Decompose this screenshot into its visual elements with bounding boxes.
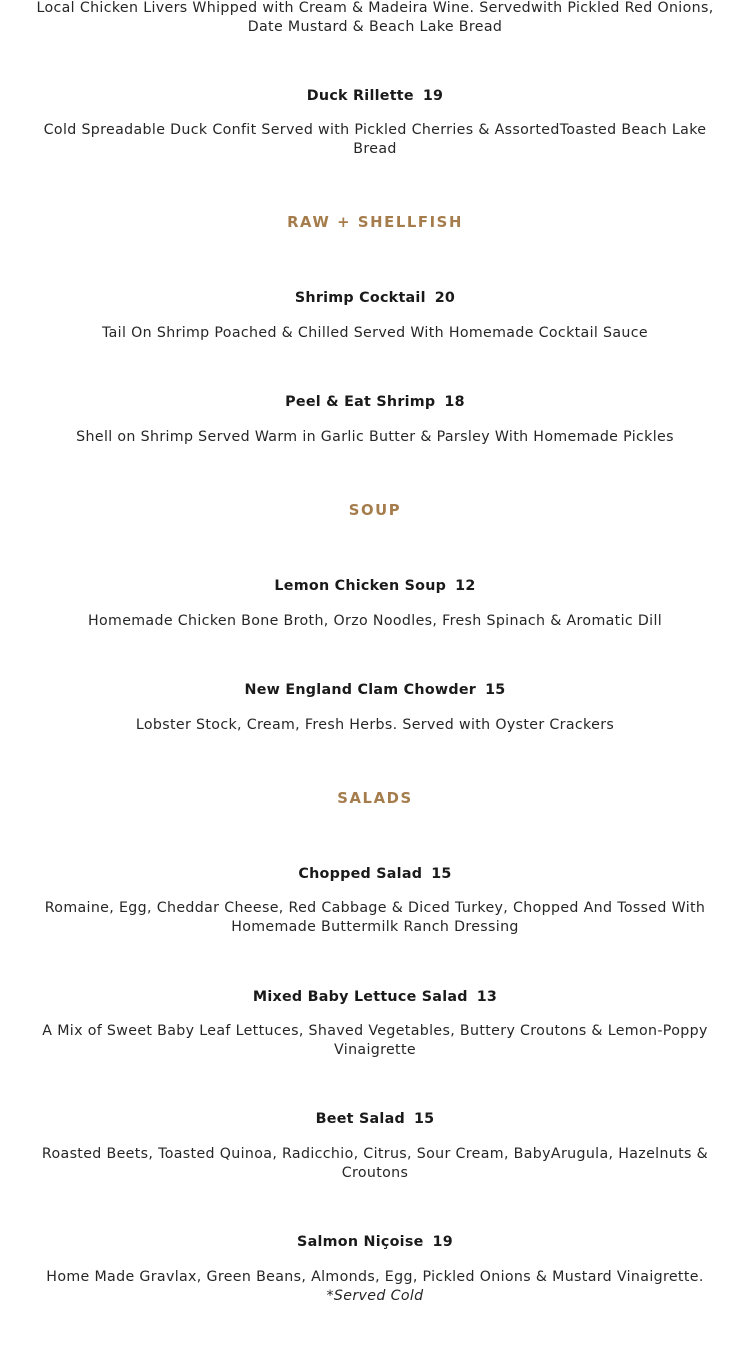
description-line: Romaine, Egg, Cheddar Cheese, Red Cabbage & Diced Turkey, Chopped And Tossed With	[44, 900, 706, 916]
salmon-nicoise-description	[0, 1268, 750, 1306]
menu-item-lemon-chicken-soup	[0, 577, 750, 596]
menu-item-mixed-baby-lettuce-salad	[0, 988, 750, 1007]
chopped-salad-description	[0, 899, 750, 937]
description-line: Date Mustard & Beach Lake Bread	[247, 19, 503, 35]
chicken-liver-description	[0, 0, 750, 37]
description-line: Vinaigrette	[334, 1042, 416, 1058]
item-price: 20	[434, 290, 456, 306]
description-line: Cold Spreadable Duck Confit Served with Pickled Cherries & AssortedToasted Beach Lake	[43, 122, 707, 138]
mixed-baby-lettuce-description	[0, 1022, 750, 1060]
beet-salad-description	[0, 1145, 750, 1183]
lemon-chicken-soup-description: Homemade Chicken Bone Broth, Orzo Noodles, Fresh Spinach & Aromatic Dill	[87, 613, 663, 629]
description-line: Local Chicken Livers Whipped with Cream & Madeira Wine. Servedwith Pickled Red Onions,	[36, 0, 714, 16]
peel-eat-shrimp-description: Shell on Shrimp Served Warm in Garlic Butter & Parsley With Homemade Pickles	[76, 429, 674, 445]
item-price: 15	[413, 1111, 435, 1127]
item-price: 15	[485, 682, 506, 698]
item-price: 19	[422, 88, 444, 104]
menu-item-salmon-nicoise	[0, 1233, 750, 1252]
item-price: 12	[455, 578, 476, 594]
duck-rillette-description	[0, 121, 750, 159]
item-name: Chopped Salad	[298, 866, 423, 882]
menu-item-peel-eat-shrimp	[0, 393, 750, 412]
item-name: Salmon Niçoise	[297, 1234, 424, 1250]
item-name: Lemon Chicken Soup	[274, 578, 447, 594]
item-price: 13	[476, 989, 498, 1005]
description-line: Roasted Beets, Toasted Quinoa, Radicchio, Citrus, Sour Cream, BabyArugula, Hazelnuts &	[41, 1146, 709, 1162]
section-heading-salads: SALADS	[337, 790, 413, 807]
shrimp-cocktail-description: Tail On Shrimp Poached & Chilled Served With Homemade Cocktail Sauce	[101, 325, 649, 341]
description-line: Bread	[353, 141, 397, 157]
served-cold-note: *Served Cold	[326, 1288, 424, 1304]
item-name: Beet Salad	[315, 1111, 405, 1127]
menu-item-clam-chowder	[0, 681, 750, 700]
menu-item-beet-salad	[0, 1110, 750, 1129]
item-name: Mixed Baby Lettuce Salad	[252, 989, 468, 1005]
item-name: Shrimp Cocktail	[294, 290, 426, 306]
menu-item-duck-rillette	[0, 87, 750, 106]
item-name: Peel & Eat Shrimp	[285, 394, 436, 410]
description-line: Croutons	[341, 1165, 409, 1181]
section-heading-soup: SOUP	[348, 502, 402, 519]
menu-item-chopped-salad	[0, 865, 750, 884]
item-price: 18	[444, 394, 465, 410]
section-heading-raw-shellfish: RAW + SHELLFISH	[287, 214, 463, 231]
item-name: Duck Rillette	[306, 88, 414, 104]
item-price: 15	[431, 866, 452, 882]
description-line: A Mix of Sweet Baby Leaf Lettuces, Shaved Vegetables, Buttery Croutons & Lemon-Poppy	[42, 1023, 708, 1039]
description-line: Homemade Buttermilk Ranch Dressing	[231, 919, 519, 935]
description-line: Home Made Gravlax, Green Beans, Almonds, Egg, Pickled Onions & Mustard Vinaigrette.	[46, 1269, 704, 1285]
menu-item-shrimp-cocktail	[0, 289, 750, 308]
item-price: 19	[432, 1234, 453, 1250]
item-name: New England Clam Chowder	[244, 682, 477, 698]
clam-chowder-description: Lobster Stock, Cream, Fresh Herbs. Served with Oyster Crackers	[135, 717, 615, 733]
